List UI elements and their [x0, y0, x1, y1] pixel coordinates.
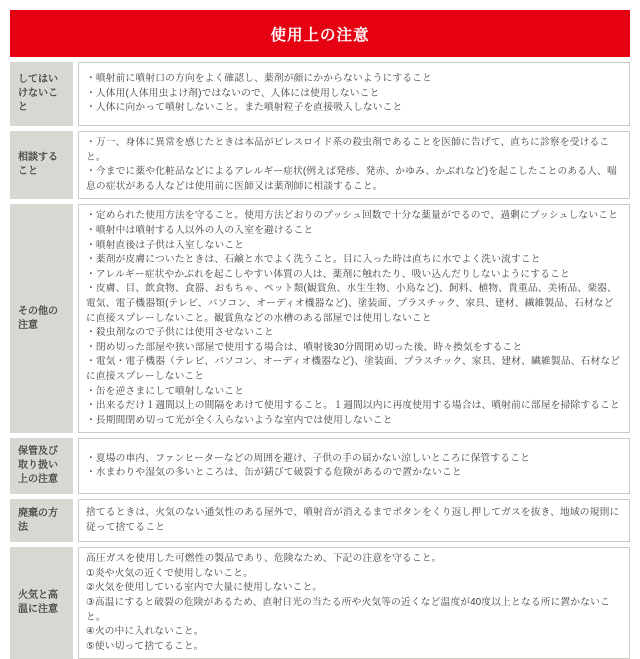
precaution-item: ・今までに薬や化粧品などによるアレルギー症状(例えば発疹、発赤、かゆみ、かぶれなど)を起こしたことのある人、喘息の症状がある人などは使用前に医師又は薬剤師に相談すること。	[86, 166, 617, 192]
section-row-other	[10, 204, 630, 433]
precaution-item: ①炎や火気の近くで使用しないこと。	[86, 567, 254, 579]
precaution-item: 高圧ガスを使用した可燃性の製品であり、危険なため、下記の注意を守ること。	[86, 553, 442, 565]
section-label-cell	[10, 438, 73, 494]
section-label: してはいけないこと	[18, 74, 58, 113]
precaution-item: ・水まわりや湿気の多いところは、缶が錆びて破裂する危険があるので置かないこと	[86, 467, 462, 479]
section-row-disposal	[10, 499, 630, 542]
page-title: 使用上の注意	[270, 26, 370, 44]
section-content	[78, 131, 630, 199]
section-content	[78, 204, 630, 433]
precaution-item: ④火の中に入れないこと。	[86, 626, 204, 638]
section-content	[78, 499, 630, 542]
precaution-item: 捨てるときは、火気のない通気性のある屋外で、噴射音が消えるまでボタンをくり返し押してガスを抜き、地域の規則に従って捨てること	[86, 507, 620, 533]
section-row-storage	[10, 438, 630, 494]
section-label: 火気と高温に注意	[18, 590, 58, 616]
precaution-item: ・夏場の車内、ファンヒーターなどの周囲を避け、子供の手の届かない涼しいところに保管すること	[86, 452, 530, 464]
section-content	[78, 547, 630, 659]
precaution-item: ・噴射前に噴射口の方向をよく確認し、薬剤が顔にかからないようにすること	[86, 73, 433, 85]
precaution-item: ・薬剤が皮膚についたときは、石鹸と水でよく洗うこと。目に入った時は直ちに水でよく洗い流すこと	[86, 254, 541, 266]
precaution-item: ・閉め切った部屋や狭い部屋で使用する場合は、噴射後30分間閉め切った後、時々換気をすること	[86, 341, 523, 353]
section-label-cell	[10, 547, 73, 659]
section-label: 相談すること	[18, 152, 58, 178]
precaution-item: ・皮膚、目、飲食物、食器、おもちゃ、ペット類(観賞魚、水生生物、小鳥など)、飼料、植物、貴重品、美術品、楽器、電気、電子機器類(テレビ、パソコン、オーディオ機器など)、塗装面、プラスチック、家具、建材、繊維製品、石材などに直接スプレーしないこと。観賞魚などの水槽のある部屋では使用しないこと	[86, 283, 617, 324]
section-row-fire-heat	[10, 547, 630, 659]
precaution-item: ・人体に向かって噴射しないこと。また噴射粒子を直接吸入しないこと	[86, 102, 403, 114]
precaution-item: ・長期間閉め切って光が全く入らないような室内では使用しないこと	[86, 414, 393, 426]
precaution-item: ・出来るだけ１週間以上の間隔をあけて使用すること。１週間以内に再度使用する場合は、噴射前に部屋を掃除すること	[86, 400, 620, 412]
section-label-cell	[10, 131, 73, 199]
section-row-prohibited	[10, 62, 630, 126]
precaution-item: ・噴射中は噴射する人以外の人の入室を避けること	[86, 224, 314, 236]
precautions-sheet	[10, 10, 630, 659]
section-label: その他の注意	[18, 305, 58, 331]
section-label-cell	[10, 204, 73, 433]
precaution-item: ・噴射直後は子供は入室しないこと	[86, 239, 245, 251]
section-label-cell	[10, 499, 73, 542]
section-content	[78, 438, 630, 494]
precaution-item: ⑤使い切って捨てること。	[86, 640, 204, 652]
section-label-cell	[10, 62, 73, 126]
precaution-item: ・缶を逆さまにして噴射しないこと	[86, 385, 245, 397]
section-row-consult	[10, 131, 630, 199]
precaution-item: ・人体用(人体用虫よけ剤)ではないので、人体には使用しないこと	[86, 87, 380, 99]
precaution-item: ・アレルギー症状やかぶれを起こしやすい体質の人は、薬剤に触れたり、吸い込んだりしないようにすること	[86, 268, 570, 280]
precaution-item: ・殺虫剤なので子供には使用させないこと	[86, 327, 274, 339]
section-label: 廃棄の方法	[18, 507, 58, 533]
precaution-item: ・定められた使用方法を守ること。使用方法どおりのプッシュ回数で十分な薬量がでるので、過剰にプッシュしないこと	[86, 210, 618, 222]
page-header	[10, 10, 630, 57]
section-content	[78, 62, 630, 126]
precaution-item: ・電気・電子機器（テレビ、パソコン、オーディオ機器など)、塗装面、プラスチック、家具、建材、繊維製品、石材などに直接スプレーしないこと	[86, 356, 621, 382]
precaution-item: ③高温にすると破裂の危険があるため、直射日光の当たる所や火気等の近くなど温度が40度以上となる所に置かないこと。	[86, 597, 610, 623]
precaution-item: ・万一、身体に異常を感じたときは本品がピレスロイド系の殺虫剤であることを医師に告げて、直ちに診察を受けること。	[86, 137, 610, 163]
section-label: 保管及び取り扱い上の注意	[18, 446, 58, 486]
precaution-item: ②火気を使用している室内で大量に使用しないこと。	[86, 582, 323, 594]
